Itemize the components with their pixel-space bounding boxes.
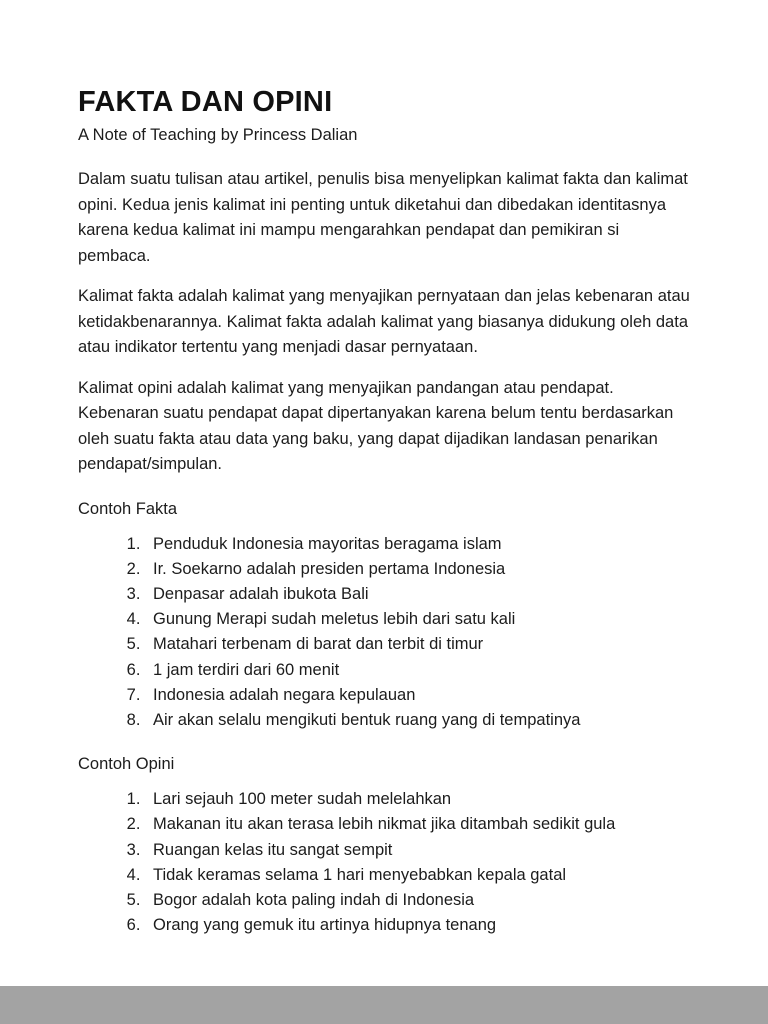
list-item: 2. Makanan itu akan terasa lebih nikmat jika ditambah sedikit gula: [145, 812, 690, 837]
document-title: FAKTA DAN OPINI: [78, 86, 333, 118]
list-item: 2. Ir. Soekarno adalah presiden pertama Indonesia: [145, 557, 690, 582]
list-item: 4. Gunung Merapi sudah meletus lebih dari satu kali: [145, 607, 690, 632]
paragraph-kalimat-opini: Kalimat opini adalah kalimat yang menyajikan pandangan atau pendapat. Kebenaran suatu pendapat dapat dipertanyakan karena belum tentu berdasarkan oleh suatu fakta atau data yang baku, yang dapat dijadikan landasan penarikan pendapat/simpulan.: [78, 378, 674, 473]
list-item: 6. 1 jam terdiri dari 60 menit: [145, 658, 690, 683]
list-item: 6. Orang yang gemuk itu artinya hidupnya tenang: [145, 913, 690, 938]
contoh-opini-list: [78, 787, 690, 938]
list-item: 7. Indonesia adalah negara kepulauan: [145, 683, 690, 708]
list-item: 3. Denpasar adalah ibukota Bali: [145, 582, 690, 607]
list-item: 4. Tidak keramas selama 1 hari menyebabkan kepala gatal: [145, 863, 690, 888]
list-item: 5. Bogor adalah kota paling indah di Indonesia: [145, 888, 690, 913]
paragraph-kalimat-fakta: Kalimat fakta adalah kalimat yang menyajikan pernyataan dan jelas kebenaran atau ketidakbenarannya. Kalimat fakta adalah kalimat yang biasanya didukung oleh data atau indikator tertentu yang menjadi dasar pernyataan.: [78, 287, 690, 356]
paragraph-intro: Dalam suatu tulisan atau artikel, penulis bisa menyelipkan kalimat fakta dan kalimat opini. Kedua jenis kalimat ini penting untuk diketahui dan dibedakan identitasnya karena kedua kalimat ini mampu mengarahkan pendapat dan pemikiran si pembaca.: [78, 170, 688, 265]
contoh-fakta-list: [78, 532, 690, 734]
document-subtitle: A Note of Teaching by Princess Dalian: [78, 126, 358, 144]
list-item: 1. Penduduk Indonesia mayoritas beragama islam: [145, 532, 690, 557]
heading-contoh-opini: Contoh Opini: [78, 755, 175, 774]
viewer-background-gutter: [0, 986, 768, 1024]
list-item: 3. Ruangan kelas itu sangat sempit: [145, 838, 690, 863]
list-item: 5. Matahari terbenam di barat dan terbit di timur: [145, 632, 690, 657]
list-item: 8. Air akan selalu mengikuti bentuk ruang yang di tempatinya: [145, 708, 690, 733]
list-item: 1. Lari sejauh 100 meter sudah melelahkan: [145, 787, 690, 812]
heading-contoh-fakta: Contoh Fakta: [78, 499, 178, 518]
